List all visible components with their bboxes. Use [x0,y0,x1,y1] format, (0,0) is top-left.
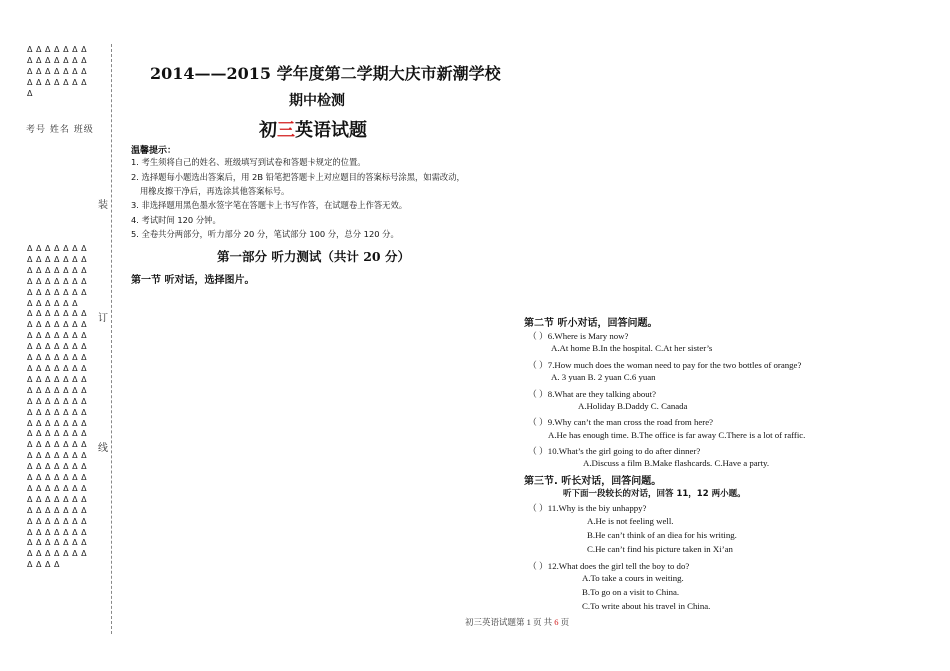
tip-item-1: 1. 考生须将自己的姓名、班级填写到试卷和答题卡规定的位置。 [131,157,366,167]
title-grade-post: 英语试题 [295,120,367,141]
question-10-options: A.Discuss a film B.Make flashcards. C.Have a party. [583,458,770,468]
question-9-options: A.He has enough time. B.The office is far away C.There is a lot of raffic. [548,430,806,440]
tip-item-2: 2. 选择题每小题选出答案后，用 2B 铅笔把答题卡上对应题目的答案标号涂黑，如需改动， [131,172,465,182]
page-footer [465,616,569,628]
margin-triangle-block-top: Δ Δ Δ Δ Δ Δ Δ Δ Δ Δ Δ Δ Δ Δ Δ Δ Δ Δ Δ Δ Δ Δ Δ Δ Δ Δ Δ Δ Δ [27,45,88,98]
exam-title-midterm: 期中检测 [289,93,345,109]
tip-item-3: 3. 非选择题用黑色墨水签字笔在答题卡上书写作答，在试题卷上作答无效。 [131,200,408,210]
question-7: （ ）7.How much does the woman need to pay for the two bottles of orange? [528,360,802,370]
question-10: （ ）10.What’s the girl going to do after dinner? [528,446,701,456]
section2-title: 第二节 听小对话，回答问题。 [524,318,658,329]
section3-instruction: 听下面一段较长的对话，回答 11，12 两小题。 [563,489,746,499]
exam-title-subject [259,116,367,142]
question-8: （ ）8.What are they talking about? [528,389,657,399]
tips-title: 温馨提示： [131,146,177,156]
question-11-option-b: B.He can’t think of an diea for his writing. [587,530,737,540]
binding-char-ding: 订 [98,313,108,324]
student-info-label: 考号 姓名 班级 [26,125,94,135]
question-11-option-a: A.He is not feeling well. [587,516,674,526]
section3-title: 第三节. 听长对话，回答问题。 [524,476,662,487]
tip-item-4: 4. 考试时间 120 分钟。 [131,215,221,225]
question-12-option-b: B.To go on a visit to China. [582,587,680,597]
binding-dashed-line [111,44,112,634]
tip-item-2-cont: 用橡皮擦干净后，再选涂其他答案标号。 [140,186,290,196]
title-grade-red: 三 [277,120,295,141]
question-11: （ ）11.Why is the biy unhappy? [528,503,647,513]
question-11-option-c: C.He can’t find his picture taken in Xi’an [587,544,733,554]
margin-triangle-block-bottom: Δ Δ Δ Δ Δ Δ Δ Δ Δ Δ Δ Δ Δ Δ Δ Δ Δ Δ Δ Δ Δ Δ Δ Δ Δ Δ Δ Δ Δ Δ Δ Δ Δ Δ Δ Δ Δ Δ Δ Δ Δ Δ Δ Δ Δ Δ Δ Δ Δ Δ Δ Δ Δ Δ Δ Δ Δ Δ Δ Δ Δ Δ Δ Δ Δ Δ Δ Δ Δ Δ Δ Δ Δ Δ Δ Δ Δ Δ Δ Δ Δ Δ Δ Δ Δ Δ Δ Δ Δ Δ Δ Δ Δ Δ Δ Δ Δ Δ Δ Δ Δ Δ Δ Δ Δ Δ Δ Δ Δ Δ Δ Δ Δ Δ Δ Δ Δ Δ Δ Δ Δ Δ Δ Δ Δ Δ Δ Δ Δ Δ Δ Δ Δ Δ Δ Δ Δ Δ Δ Δ Δ Δ Δ Δ Δ Δ Δ Δ Δ Δ Δ Δ Δ Δ Δ Δ Δ Δ Δ Δ Δ Δ Δ Δ Δ Δ Δ Δ Δ Δ Δ Δ Δ Δ Δ Δ Δ Δ Δ Δ Δ Δ Δ Δ Δ Δ Δ Δ Δ Δ Δ Δ Δ Δ Δ Δ Δ Δ Δ Δ Δ Δ Δ Δ Δ Δ [27,244,88,570]
title-grade-pre: 初 [259,120,277,141]
question-9: （ ）9.Why can’t the man cross the road from here? [528,417,713,427]
binding-char-zhuang: 装 [98,200,108,211]
question-8-options: A.Holiday B.Daddy C. Canada [578,401,688,411]
tip-item-5: 5. 全卷共分两部分，听力部分 20 分，笔试部分 100 分，总分 120 分。 [131,229,399,239]
question-7-options: A. 3 yuan B. 2 yuan C.6 yuan [551,372,656,382]
exam-title-school: 2014——2015 学年度第二学期大庆市新潮学校 [150,64,501,83]
question-6-options: A.At home B.In the hospital. C.At her sister’s [551,343,713,353]
part1-title: 第一部分 听力测试（共计 20 分） [217,249,410,264]
section1-title: 第一节 听对话，选择图片。 [131,275,255,286]
question-12-option-a: A.To take a cours in weiting. [582,573,684,583]
footer-post: 页 [558,617,570,627]
binding-char-xian: 线 [98,443,108,454]
question-6: （ ）6.Where is Mary now? [528,331,629,341]
footer-pre: 初三英语试题第 1 页 共 [465,617,555,627]
footer-total-pages: 6 [554,617,559,627]
question-12-option-c: C.To write about his travel in China. [582,601,711,611]
question-12: （ ）12.What does the girl tell the boy to do? [528,561,690,571]
